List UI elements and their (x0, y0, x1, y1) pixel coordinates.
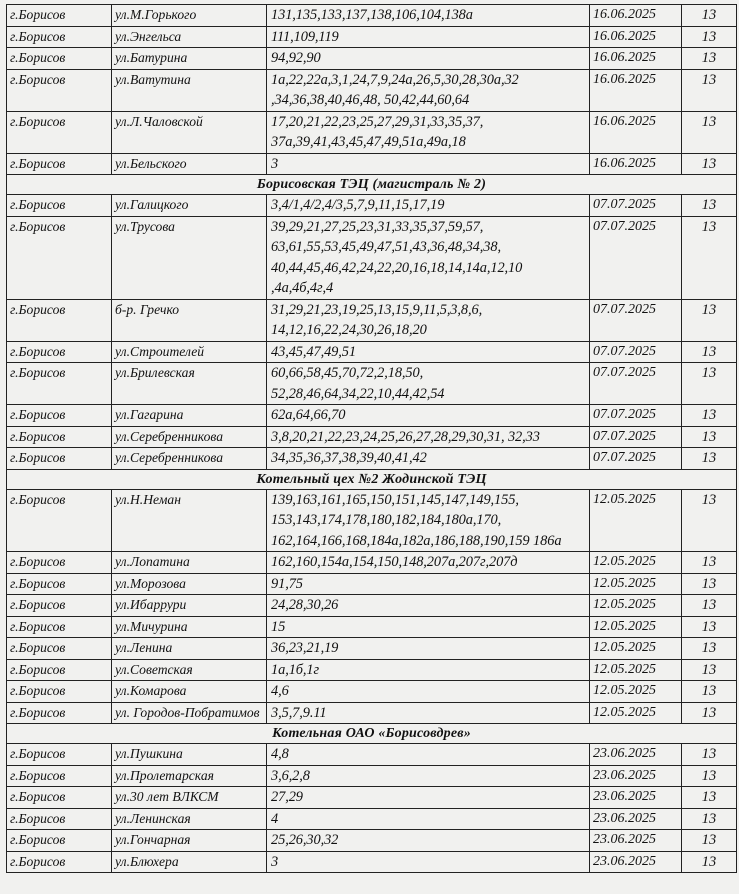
houses-cell: 131,135,133,137,138,106,104,138а (267, 5, 590, 27)
street-cell: ул.Блюхера (112, 851, 267, 873)
table-row (7, 299, 737, 341)
city-cell: г.Борисов (7, 216, 112, 299)
city-cell: г.Борисов (7, 405, 112, 427)
houses-cell: 1а,1б,1г (267, 659, 590, 681)
city-cell: г.Борисов (7, 111, 112, 153)
city-cell: г.Борисов (7, 595, 112, 617)
houses-cell: 25,26,30,32 (267, 830, 590, 852)
date-cell: 07.07.2025 (590, 216, 682, 299)
street-cell: ул.30 лет ВЛКСМ (112, 787, 267, 809)
street-cell: ул.Трусова (112, 216, 267, 299)
city-cell: г.Борисов (7, 552, 112, 574)
number-cell: 13 (682, 851, 737, 873)
number-cell: 13 (682, 702, 737, 724)
number-cell: 13 (682, 341, 737, 363)
number-cell: 13 (682, 448, 737, 470)
date-cell: 16.06.2025 (590, 111, 682, 153)
city-cell: г.Борисов (7, 681, 112, 703)
houses-cell: 162,160,154а,154,150,148,207а,207г,207д (267, 552, 590, 574)
street-cell: ул.Ленинская (112, 808, 267, 830)
houses-cell: 94,92,90 (267, 48, 590, 70)
section-title: Борисовская ТЭЦ (магистраль № 2) (7, 175, 737, 195)
date-cell: 23.06.2025 (590, 808, 682, 830)
city-cell: г.Борисов (7, 787, 112, 809)
city-cell: г.Борисов (7, 195, 112, 217)
number-cell: 13 (682, 595, 737, 617)
number-cell: 13 (682, 426, 737, 448)
table-row (7, 552, 737, 574)
street-cell: ул.Ленина (112, 638, 267, 660)
number-cell: 13 (682, 744, 737, 766)
city-cell: г.Борисов (7, 5, 112, 27)
city-cell: г.Борисов (7, 744, 112, 766)
houses-cell: 24,28,30,26 (267, 595, 590, 617)
street-cell: ул. Городов-Побратимов (112, 702, 267, 724)
street-cell: ул.Серебренникова (112, 426, 267, 448)
date-cell: 12.05.2025 (590, 681, 682, 703)
street-cell: ул.Брилевская (112, 363, 267, 405)
city-cell: г.Борисов (7, 363, 112, 405)
table-row (7, 26, 737, 48)
city-cell: г.Борисов (7, 765, 112, 787)
houses-cell: 60,66,58,45,70,72,2,18,50, 52,28,46,64,34,22,10,44,42,54 (267, 363, 590, 405)
date-cell: 16.06.2025 (590, 26, 682, 48)
section-header-row (7, 469, 737, 489)
date-cell: 12.05.2025 (590, 489, 682, 552)
city-cell: г.Борисов (7, 341, 112, 363)
number-cell: 13 (682, 616, 737, 638)
street-cell: ул.Пролетарская (112, 765, 267, 787)
section-title: Котельная ОАО «Борисовдрев» (7, 724, 737, 744)
table-row (7, 638, 737, 660)
date-cell: 16.06.2025 (590, 69, 682, 111)
street-cell: ул.Батурина (112, 48, 267, 70)
date-cell: 12.05.2025 (590, 573, 682, 595)
table-row (7, 573, 737, 595)
date-cell: 12.05.2025 (590, 552, 682, 574)
city-cell: г.Борисов (7, 659, 112, 681)
houses-cell: 139,163,161,165,150,151,145,147,149,155, 153,143,174,178,180,182,184,180а,170, 162,164,166,168,184а,182а,186,188,190,159 186а (267, 489, 590, 552)
table-row (7, 595, 737, 617)
date-cell: 12.05.2025 (590, 616, 682, 638)
street-cell: ул.Мичурина (112, 616, 267, 638)
table-row (7, 426, 737, 448)
table-row (7, 195, 737, 217)
table-row (7, 787, 737, 809)
number-cell: 13 (682, 830, 737, 852)
number-cell: 13 (682, 299, 737, 341)
date-cell: 07.07.2025 (590, 405, 682, 427)
houses-cell: 39,29,21,27,25,23,31,33,35,37,59,57, 63,61,55,53,45,49,47,51,43,36,48,34,38, 40,44,45,46,42,24,22,20,16,18,14,14а,12,10 ,4а,4б,4г,4 (267, 216, 590, 299)
city-cell: г.Борисов (7, 448, 112, 470)
street-cell: ул.Л.Чаловской (112, 111, 267, 153)
street-cell: ул.Гагарина (112, 405, 267, 427)
number-cell: 13 (682, 552, 737, 574)
number-cell: 13 (682, 363, 737, 405)
schedule-table (6, 4, 737, 873)
number-cell: 13 (682, 111, 737, 153)
table-row (7, 659, 737, 681)
table-row (7, 808, 737, 830)
city-cell: г.Борисов (7, 26, 112, 48)
street-cell: ул.Пушкина (112, 744, 267, 766)
street-cell: ул.Комарова (112, 681, 267, 703)
city-cell: г.Борисов (7, 573, 112, 595)
date-cell: 07.07.2025 (590, 195, 682, 217)
table-row (7, 5, 737, 27)
table-row (7, 702, 737, 724)
date-cell: 12.05.2025 (590, 659, 682, 681)
city-cell: г.Борисов (7, 616, 112, 638)
street-cell: ул.Бельского (112, 153, 267, 175)
date-cell: 23.06.2025 (590, 744, 682, 766)
number-cell: 13 (682, 573, 737, 595)
table-row (7, 405, 737, 427)
street-cell: ул.Морозова (112, 573, 267, 595)
section-header-row (7, 724, 737, 744)
table-row (7, 744, 737, 766)
street-cell: ул.Энгельса (112, 26, 267, 48)
number-cell: 13 (682, 681, 737, 703)
street-cell: б-р. Гречко (112, 299, 267, 341)
number-cell: 13 (682, 195, 737, 217)
number-cell: 13 (682, 48, 737, 70)
street-cell: ул.Гончарная (112, 830, 267, 852)
street-cell: ул.Ватутина (112, 69, 267, 111)
street-cell: ул.Галицкого (112, 195, 267, 217)
houses-cell: 62а,64,66,70 (267, 405, 590, 427)
number-cell: 13 (682, 765, 737, 787)
houses-cell: 3 (267, 851, 590, 873)
city-cell: г.Борисов (7, 851, 112, 873)
houses-cell: 17,20,21,22,23,25,27,29,31,33,35,37, 37а,39,41,43,45,47,49,51а,49а,18 (267, 111, 590, 153)
date-cell: 07.07.2025 (590, 448, 682, 470)
street-cell: ул.М.Горького (112, 5, 267, 27)
date-cell: 23.06.2025 (590, 787, 682, 809)
houses-cell: 4,6 (267, 681, 590, 703)
section-header-row (7, 175, 737, 195)
table-row (7, 111, 737, 153)
city-cell: г.Борисов (7, 153, 112, 175)
date-cell: 12.05.2025 (590, 702, 682, 724)
number-cell: 13 (682, 659, 737, 681)
houses-cell: 4 (267, 808, 590, 830)
houses-cell: 4,8 (267, 744, 590, 766)
houses-cell: 111,109,119 (267, 26, 590, 48)
number-cell: 13 (682, 638, 737, 660)
houses-cell: 3,6,2,8 (267, 765, 590, 787)
city-cell: г.Борисов (7, 489, 112, 552)
date-cell: 16.06.2025 (590, 5, 682, 27)
houses-cell: 91,75 (267, 573, 590, 595)
street-cell: ул.Лопатина (112, 552, 267, 574)
table-row (7, 216, 737, 299)
number-cell: 13 (682, 153, 737, 175)
date-cell: 07.07.2025 (590, 299, 682, 341)
street-cell: ул.Советская (112, 659, 267, 681)
date-cell: 12.05.2025 (590, 595, 682, 617)
table-row (7, 341, 737, 363)
city-cell: г.Борисов (7, 808, 112, 830)
table-row (7, 48, 737, 70)
schedule-table-body (7, 5, 737, 873)
number-cell: 13 (682, 216, 737, 299)
houses-cell: 3,5,7,9.11 (267, 702, 590, 724)
number-cell: 13 (682, 69, 737, 111)
date-cell: 23.06.2025 (590, 830, 682, 852)
date-cell: 16.06.2025 (590, 153, 682, 175)
table-row (7, 69, 737, 111)
table-row (7, 153, 737, 175)
table-row (7, 851, 737, 873)
date-cell: 23.06.2025 (590, 765, 682, 787)
houses-cell: 31,29,21,23,19,25,13,15,9,11,5,3,8,6, 14,12,16,22,24,30,26,18,20 (267, 299, 590, 341)
number-cell: 13 (682, 26, 737, 48)
city-cell: г.Борисов (7, 830, 112, 852)
number-cell: 13 (682, 405, 737, 427)
houses-cell: 36,23,21,19 (267, 638, 590, 660)
table-row (7, 616, 737, 638)
houses-cell: 34,35,36,37,38,39,40,41,42 (267, 448, 590, 470)
city-cell: г.Борисов (7, 69, 112, 111)
city-cell: г.Борисов (7, 426, 112, 448)
number-cell: 13 (682, 5, 737, 27)
date-cell: 12.05.2025 (590, 638, 682, 660)
city-cell: г.Борисов (7, 299, 112, 341)
date-cell: 16.06.2025 (590, 48, 682, 70)
table-row (7, 765, 737, 787)
street-cell: ул.Строителей (112, 341, 267, 363)
city-cell: г.Борисов (7, 48, 112, 70)
number-cell: 13 (682, 787, 737, 809)
date-cell: 07.07.2025 (590, 426, 682, 448)
date-cell: 23.06.2025 (590, 851, 682, 873)
houses-cell: 43,45,47,49,51 (267, 341, 590, 363)
houses-cell: 15 (267, 616, 590, 638)
table-row (7, 448, 737, 470)
table-row (7, 363, 737, 405)
table-row (7, 681, 737, 703)
city-cell: г.Борисов (7, 638, 112, 660)
number-cell: 13 (682, 808, 737, 830)
date-cell: 07.07.2025 (590, 363, 682, 405)
date-cell: 07.07.2025 (590, 341, 682, 363)
street-cell: ул.Ибаррури (112, 595, 267, 617)
city-cell: г.Борисов (7, 702, 112, 724)
houses-cell: 27,29 (267, 787, 590, 809)
houses-cell: 1а,22,22а,3,1,24,7,9,24а,26,5,30,28,30а,32 ,34,36,38,40,46,48, 50,42,44,60,64 (267, 69, 590, 111)
table-row (7, 830, 737, 852)
number-cell: 13 (682, 489, 737, 552)
section-title: Котельный цех №2 Жодинской ТЭЦ (7, 469, 737, 489)
street-cell: ул.Серебренникова (112, 448, 267, 470)
houses-cell: 3,8,20,21,22,23,24,25,26,27,28,29,30,31, 32,33 (267, 426, 590, 448)
houses-cell: 3 (267, 153, 590, 175)
houses-cell: 3,4/1,4/2,4/3,5,7,9,11,15,17,19 (267, 195, 590, 217)
table-row (7, 489, 737, 552)
street-cell: ул.Н.Неман (112, 489, 267, 552)
